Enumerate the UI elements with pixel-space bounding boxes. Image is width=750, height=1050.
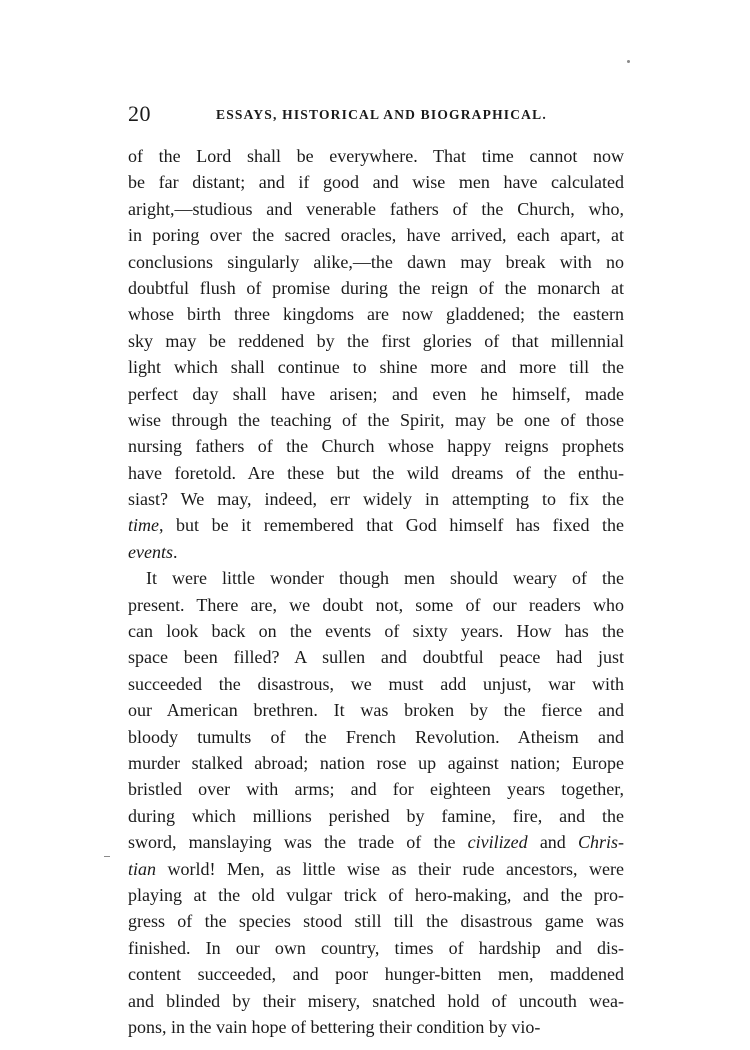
text-run: world! Men, as little wise as their rude ancestors, were [156,858,624,879]
text-run: It were little wonder though men should weary of the [146,568,624,589]
text-run: . [172,541,178,562]
text-line [128,618,624,644]
text-line [128,196,624,222]
text-line [128,433,624,459]
text-run: aright,—studious and venerable fathers of the Church, who, [128,198,624,219]
text-line [128,908,624,934]
body-text [128,143,624,1040]
text-line [128,644,624,670]
text-line [128,803,624,829]
italic-text: time [128,515,159,536]
text-run: be far distant; and if good and wise men have calculated [128,172,624,193]
text-run: and blinded by their misery, snatched hold of uncouth wea- [128,990,624,1011]
text-line [128,512,624,538]
text-run: and [527,832,578,853]
text-line [128,697,624,723]
text-run: finished. In our own country, times of hardship and dis- [128,937,624,958]
text-line [128,856,624,882]
text-line [128,354,624,380]
text-line [128,460,624,486]
text-line [128,169,624,195]
text-run: wise through the teaching of the Spirit, may be one of those [128,409,624,430]
text-run: sword, manslaying was the trade of the [128,832,468,853]
italic-text: Chris- [577,832,624,853]
text-run: nursing fathers of the Church whose happy reigns prophets [128,436,624,457]
text-line [128,961,624,987]
italic-text: events [128,541,173,562]
text-run: our American brethren. It was broken by the fierce and [128,700,624,721]
text-line [128,301,624,327]
text-line [128,671,624,697]
text-run: bristled over with arms; and for eighteen years together, [128,779,624,800]
text-line [128,328,624,354]
text-line [128,486,624,512]
text-line [128,592,624,618]
text-line [128,750,624,776]
text-line [128,381,624,407]
text-line [128,988,624,1014]
text-run: of the Lord shall be everywhere. That time cannot now [128,146,624,166]
text-run: can look back on the events of sixty years. How has the [128,621,624,642]
text-run: during which millions perished by famine, fire, and the [128,805,624,826]
text-run: whose birth three kingdoms are now gladdened; the eastern [128,304,624,325]
text-line [128,249,624,275]
paragraph [128,565,624,1040]
text-run: present. There are, we doubt not, some of our readers who [128,594,624,615]
text-run: murder stalked abroad; nation rose up against nation; Europe [128,752,624,773]
page-header [128,100,624,130]
text-line [128,829,624,855]
text-run: , but be it remembered that God himself has fixed the [159,515,624,536]
text-line [128,539,624,565]
text-run: gress of the species stood still till the disastrous game was [128,911,624,932]
text-run: succeeded the disastrous, we must add unjust, war with [128,673,624,694]
text-run: bloody tumults of the French Revolution. Atheism and [128,726,624,747]
text-line [128,222,624,248]
running-title: ESSAYS, HISTORICAL AND BIOGRAPHICAL. [216,107,547,122]
text-run: siast? We may, indeed, err widely in attempting to fix the [128,489,624,510]
text-run: light which shall continue to shine more and more till the [128,357,624,378]
italic-text: civilized [467,832,528,853]
text-line [128,882,624,908]
text-line [128,776,624,802]
text-run: playing at the old vulgar trick of hero-making, and the pro- [128,884,624,905]
text-line [128,724,624,750]
text-line [128,407,624,433]
text-run: perfect day shall have arisen; and even he himself, made [128,383,624,404]
paper-mark [104,856,110,857]
paragraph [128,143,624,565]
text-line [128,935,624,961]
text-line [128,143,624,169]
text-run: in poring over the sacred oracles, have arrived, each apart, at [128,225,624,246]
paper-speck [627,60,630,63]
text-line [128,1014,624,1040]
text-line [128,565,624,591]
text-run: content succeeded, and poor hunger-bitten men, maddened [128,964,624,985]
italic-text: tian [128,858,157,879]
text-run: space been filled? A sullen and doubtful peace had just [128,647,624,668]
text-run: pons, in the vain hope of bettering their condition by vio- [128,1016,541,1037]
text-line [128,275,624,301]
text-run: conclusions singularly alike,—the dawn may break with no [128,251,624,272]
text-run: doubtful flush of promise during the reign of the monarch at [128,277,624,298]
text-run: have foretold. Are these but the wild dreams of the enthu- [128,462,624,483]
page-number: 20 [128,101,151,126]
text-run: sky may be reddened by the first glories of that millennial [128,330,624,351]
